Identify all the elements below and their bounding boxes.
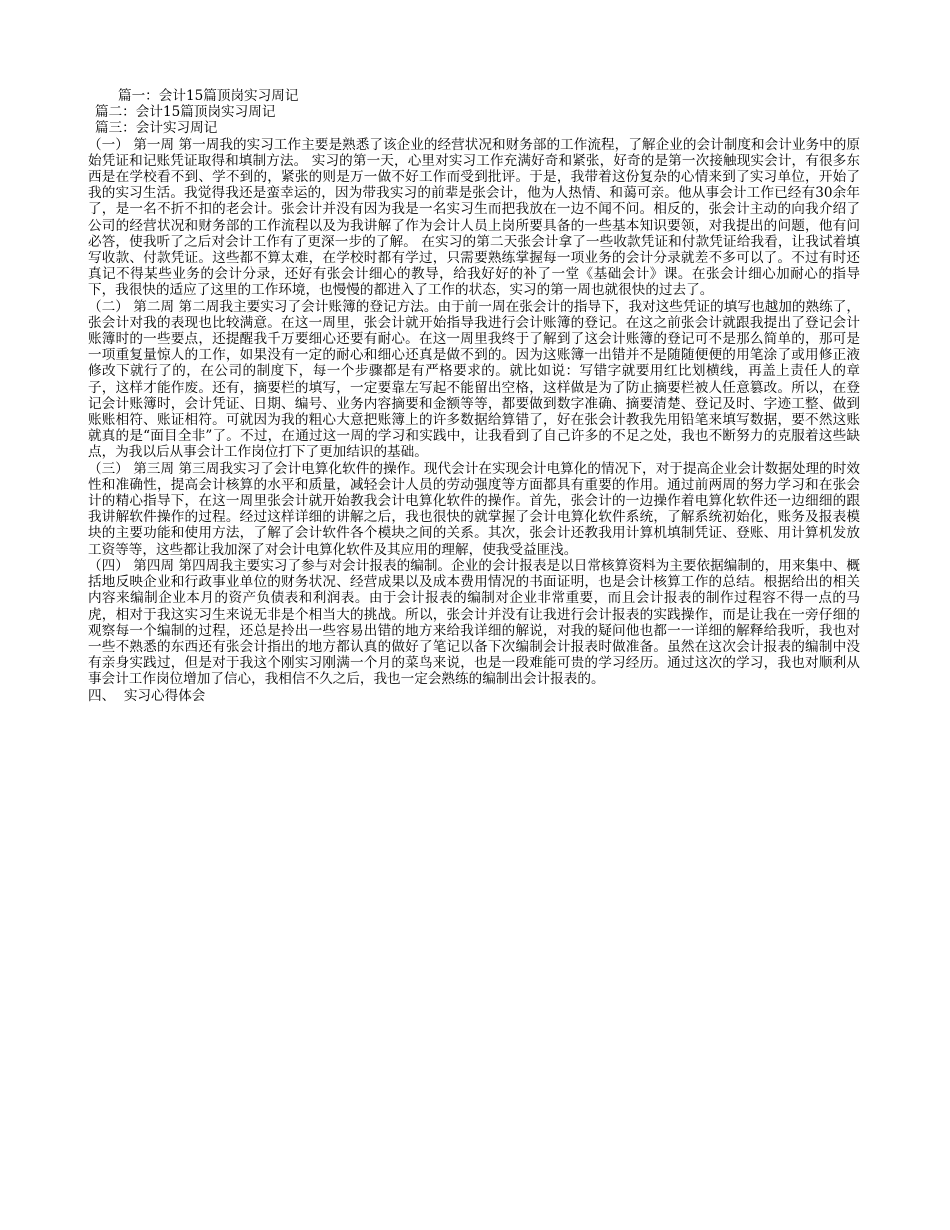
paragraph-week-4: （四） 第四周 第四周我主要实习了参与对会计报表的编制。企业的会计报表是以日常核算资料为主要依据编制的，用来集中、概括地反映企业和行政事业单位的财务状况、经营成果以及成本费用情况的书面证明，也是会计核算工作的总结。根据给出的相关内容来编制企业本月的资产负债表和利润表。由于会计报表的编制对企业非常重要，而且会计报表的制作过程容不得一点的马虎，相对于我这实习生来说无非是个相当大的挑战。所以，张会计并没有让我进行会计报表的实践操作，而是让我在一旁仔细的观察每一个编制的过程，还总是拎出一些容易出错的地方来给我详细的解说，对我的疑问他也都一一详细的解释给我听，我也对一些不熟悉的东西还有张会计指出的地方都认真的做好了笔记以备下次编制会计报表时做准备。虽然在这次会计报表的编制中没有亲身实践过，但是对于我这个刚实习刚满一个月的菜鸟来说，也是一段难能可贵的学习经历。通过这次的学习，我也对顺利从事会计工作岗位增加了信心，我相信不久之后，我也一定会熟练的编制出会计报表的。 xyxy=(88,557,860,688)
document-page xyxy=(88,88,860,704)
paragraph-week-1: （一） 第一周 第一周我的实习工作主要是熟悉了该企业的经营状况和财务部的工作流程，了解企业的会计制度和会计业务中的原始凭证和记账凭证取得和填制方法。 实习的第一天，心里对实习工作充满好奇和紧张，好奇的是第一次接触现实会计，有很多东西是在学校看不到、学不到的，紧张的则是万一做不好工作而受到批评。于是，我带着这份复杂的心情来到了实习单位，开始了我的实习生活。我觉得我还是蛮幸运的，因为带我实习的前辈是张会计，他为人热情、和蔼可亲。他从事会计工作已经有30余年了，是一名不折不扣的老会计。张会计并没有因为我是一名实习生而把我放在一边不闻不问。相反的，张会计主动的向我介绍了公司的经营状况和财务部的工作流程以及为我讲解了作为会计人员上岗所要具备的一些基本知识要领，对我提出的问题，他有问必答，使我听了之后对会计工作有了更深一步的了解。 在实习的第二天张会计拿了一些收款凭证和付款凭证给我看，让我试着填写收款、付款凭证。这些都不算太难，在学校时都有学过，只需要熟练掌握每一项业务的会计分录就差不多可以了。不过有时还真记不得某些业务的会计分录，还好有张会计细心的教导，给我好好的补了一堂《基础会计》课。在张会计细心加耐心的指导下，我很快的适应了这里的工作环境，也慢慢的都进入了工作的状态，实习的第一周也就很快的过去了。 xyxy=(88,136,860,299)
paragraph-week-2: （二） 第二周 第二周我主要实习了会计账簿的登记方法。由于前一周在张会计的指导下，我对这些凭证的填写也越加的熟练了，张会计对我的表现也比较满意。在这一周里，张会计就开始指导我进行会计账簿的登记。在这之前张会计就跟我提出了登记会计账簿时的一些要点，还提醒我千万要细心还要有耐心。在这一周里我终于了解到了这会计账簿的登记可不是那么简单的，那可是一项重复量惊人的工作，如果没有一定的耐心和细心还真是做不到的。因为这账簿一出错并不是随随便便的用笔涂了或用修正液修改下就行了的，在公司的制度下，每一个步骤都是有严格要求的。就比如说：写错字就要用红比划横线，再盖上责任人的章子，这样才能作废。还有，摘要栏的填写，一定要靠左写起不能留出空格，这样做是为了防止摘要栏被人任意篡改。所以，在登记会计账簿时，会计凭证、日期、编号、业务内容摘要和金额等等，都要做到数字准确、摘要清楚、登记及时、字迹工整、做到账账相符、账证相符。可就因为我的粗心大意把账簿上的许多数据给算错了，好在张会计教我先用铅笔来填写数据，要不然这账就真的是“面目全非”了。不过，在通过这一周的学习和实践中，让我看到了自己许多的不足之处，我也不断努力的克服着这些缺点，为我以后从事会计工作岗位打下了更加结识的基础。 xyxy=(88,298,860,461)
doc-title-2: 篇二：会计15篇顶岗实习周记 xyxy=(95,104,276,121)
doc-title-3: 篇三：会计实习周记 xyxy=(95,120,218,137)
section-heading-4: 四、 实习心得体会 xyxy=(88,687,206,704)
paragraph-week-3: （三） 第三周 第三周我实习了会计电算化软件的操作。现代会计在实现会计电算化的情况下，对于提高企业会计数据处理的时效性和准确性，提高会计核算的水平和质量，减轻会计人员的劳动强度等方面都具有重要的作用。通过前两周的努力学习和在张会计的精心指导下，在这一周里张会计就开始教我会计电算化软件的操作。首先，张会计的一边操作着电算化软件还一边细细的跟我讲解软件操作的过程。经过这样详细的讲解之后，我也很快的就掌握了会计电算化软件系统，了解系统初始化，账务及报表模块的主要功能和使用方法，了解了会计软件各个模块之间的关系。其次，张会计还教我用计算机填制凭证、登账、用计算机发放工资等等，这些都让我加深了对会计电算化软件及其应用的理解，使我受益匪浅。 xyxy=(88,460,860,558)
doc-title-1: 篇一：会计15篇顶岗实习周记 xyxy=(118,88,299,104)
